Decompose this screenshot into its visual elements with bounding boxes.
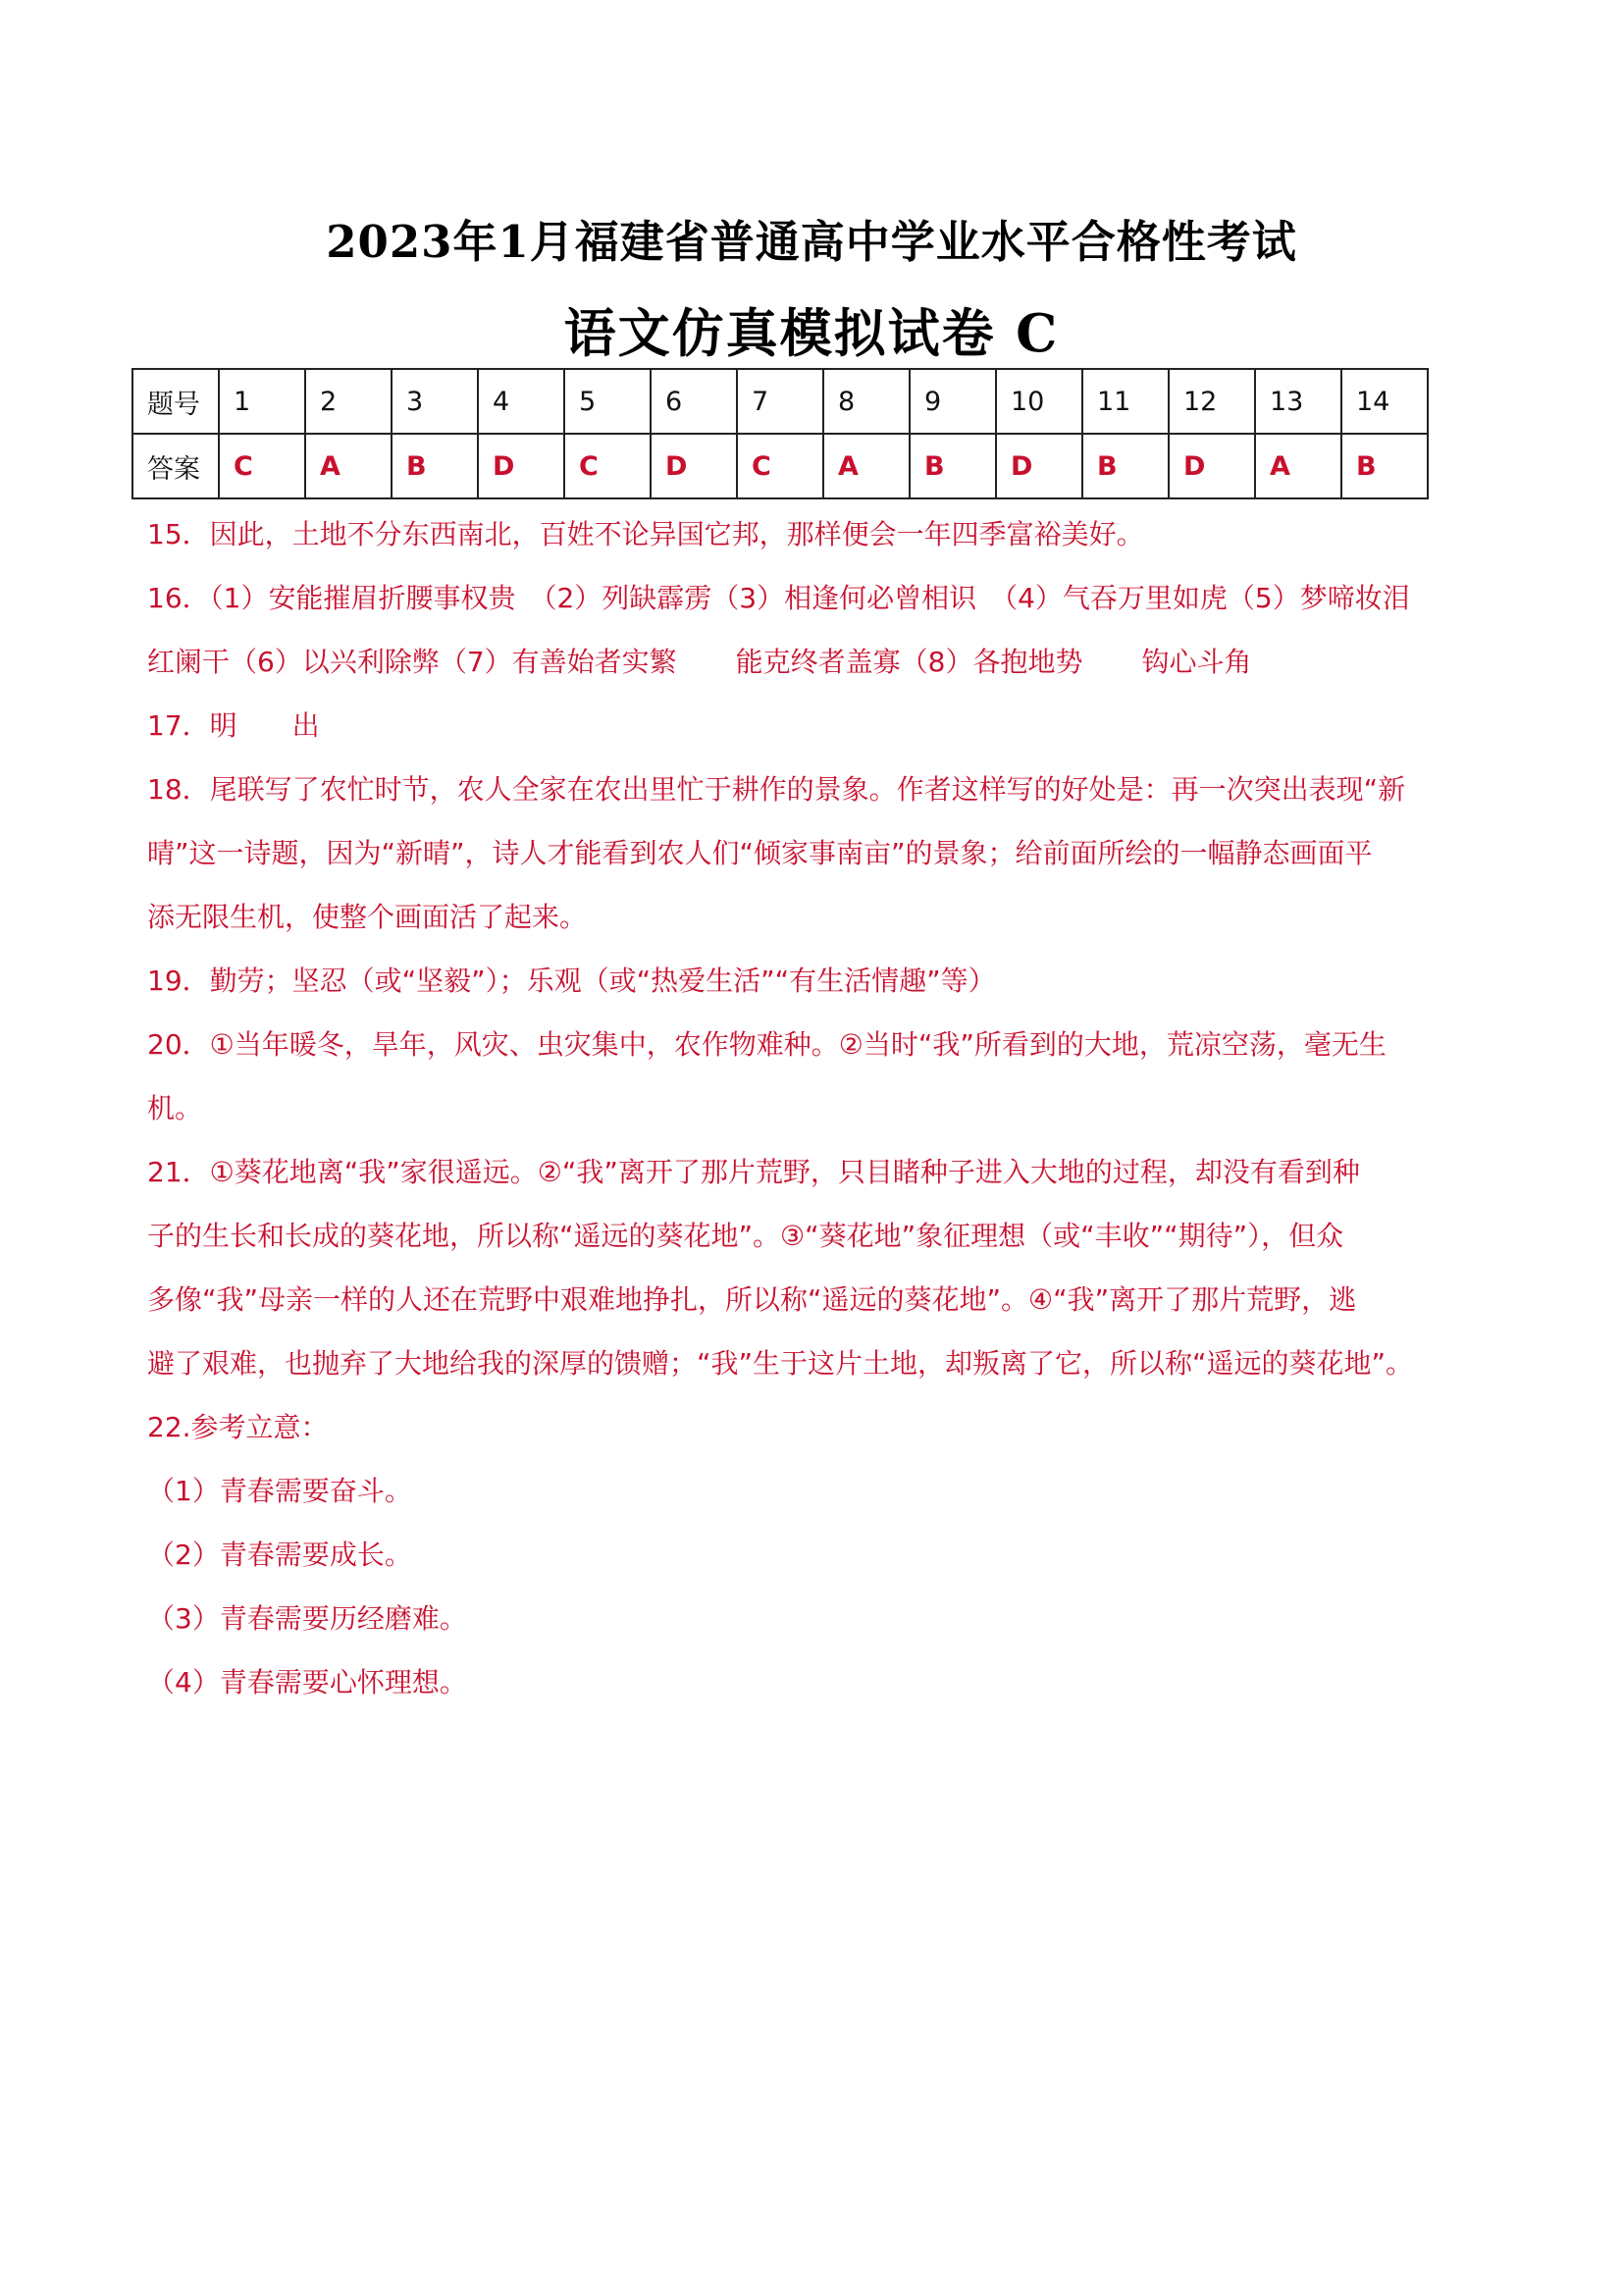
answer-body xyxy=(147,502,1521,1714)
answer-cell: C xyxy=(737,434,823,498)
answer-q16-part-c: 钩心斗角 xyxy=(1141,646,1252,678)
answer-cell: A xyxy=(1255,434,1341,498)
question-number-cell: 2 xyxy=(305,369,392,434)
answer-cell: B xyxy=(392,434,478,498)
question-number-cell: 13 xyxy=(1255,369,1341,434)
answer-q16-line1: 16．（1）安能摧眉折腰事权贵 （2）列缺霹雳（3）相逢何必曾相识 （4）气吞万里如虎（5）梦啼妆泪 xyxy=(147,582,1410,614)
answer-cell: C xyxy=(219,434,305,498)
answer-cell: A xyxy=(823,434,910,498)
question-number-cell: 3 xyxy=(392,369,478,434)
answer-q21-line4: 避了艰难，也抛弃了大地给我的深厚的馈赠；“我”生于这片土地，却叛离了它，所以称“遥远的葵花地”。 xyxy=(147,1347,1414,1380)
answer-cell: D xyxy=(996,434,1082,498)
answer-q21-line3: 多像“我”母亲一样的人还在荒野中艰难地挣扎，所以称“遥远的葵花地”。④“我”离开了那片荒野，逃 xyxy=(147,1283,1357,1316)
answer-cell: D xyxy=(478,434,564,498)
answer-cell: C xyxy=(564,434,651,498)
answer-q16-line2 xyxy=(147,630,1521,694)
answer-q17: 17．明 出 xyxy=(147,709,320,742)
answer-q22-item: （1）青春需要奋斗。 xyxy=(147,1475,412,1507)
question-number-cell: 10 xyxy=(996,369,1082,434)
answer-q18-line2: 晴”这一诗题，因为“新晴”，诗人才能看到农人们“倾家事南亩”的景象；给前面所绘的一幅静态画面平 xyxy=(147,837,1373,869)
answer-cell: B xyxy=(1082,434,1169,498)
question-number-cell: 1 xyxy=(219,369,305,434)
answer-cell: D xyxy=(1169,434,1255,498)
answer-q18-line3: 添无限生机，使整个画面活了起来。 xyxy=(147,901,588,933)
answer-q22-item: （3）青春需要历经磨难。 xyxy=(147,1602,467,1635)
question-number-cell: 5 xyxy=(564,369,651,434)
exam-title: 2023年1月福建省普通高中学业水平合格性考试 xyxy=(326,216,1297,268)
table-row-answers xyxy=(132,434,1428,498)
answer-key-table xyxy=(131,368,1429,499)
question-number-cell: 12 xyxy=(1169,369,1255,434)
question-number-cell: 6 xyxy=(651,369,737,434)
answer-q22-heading: 22.参考立意： xyxy=(147,1411,329,1443)
question-number-cell: 8 xyxy=(823,369,910,434)
answer-q22-item: （4）青春需要心怀理想。 xyxy=(147,1666,467,1698)
answer-cell: B xyxy=(910,434,996,498)
answer-cell: A xyxy=(305,434,392,498)
question-number-cell: 4 xyxy=(478,369,564,434)
answer-cell: B xyxy=(1341,434,1428,498)
row-label-numbers: 题号 xyxy=(132,369,219,434)
answer-q18-line1: 18．尾联写了农忙时节，农人全家在农出里忙于耕作的景象。作者这样写的好处是：再一次突出表现“新 xyxy=(147,773,1406,806)
question-number-cell: 11 xyxy=(1082,369,1169,434)
exam-subtitle: 语文仿真模拟试卷 C xyxy=(563,303,1060,364)
answer-q21-line2: 子的生长和长成的葵花地，所以称“遥远的葵花地”。③“葵花地”象征理想（或“丰收”“期待”），但众 xyxy=(147,1220,1344,1252)
row-label-answers: 答案 xyxy=(132,434,219,498)
answer-cell: D xyxy=(651,434,737,498)
question-number-cell: 9 xyxy=(910,369,996,434)
table-row-numbers xyxy=(132,369,1428,434)
answer-q15: 15．因此，土地不分东西南北，百姓不论异国它邦，那样便会一年四季富裕美好。 xyxy=(147,518,1144,550)
answer-q16-part-a: 红阑干（6）以兴利除弊（7）有善始者实繁 xyxy=(147,646,677,678)
answer-q20-line2: 机。 xyxy=(147,1092,203,1124)
answer-q19: 19．勤劳；坚忍（或“坚毅”）；乐观（或“热爱生活”“有生活情趣”等） xyxy=(147,965,996,997)
answer-q16-part-b: 能克终者盖寡（8）各抱地势 xyxy=(735,646,1083,678)
question-number-cell: 7 xyxy=(737,369,823,434)
answer-q21-line1: 21．①葵花地离“我”家很遥远。②“我”离开了那片荒野，只目睹种子进入大地的过程，却没有看到种 xyxy=(147,1156,1360,1188)
answer-q20-line1: 20．①当年暖冬，旱年，风灾、虫灾集中，农作物难种。②当时“我”所看到的大地，荒凉空荡，毫无生 xyxy=(147,1028,1387,1061)
question-number-cell: 14 xyxy=(1341,369,1428,434)
answer-q22-item: （2）青春需要成长。 xyxy=(147,1539,412,1571)
